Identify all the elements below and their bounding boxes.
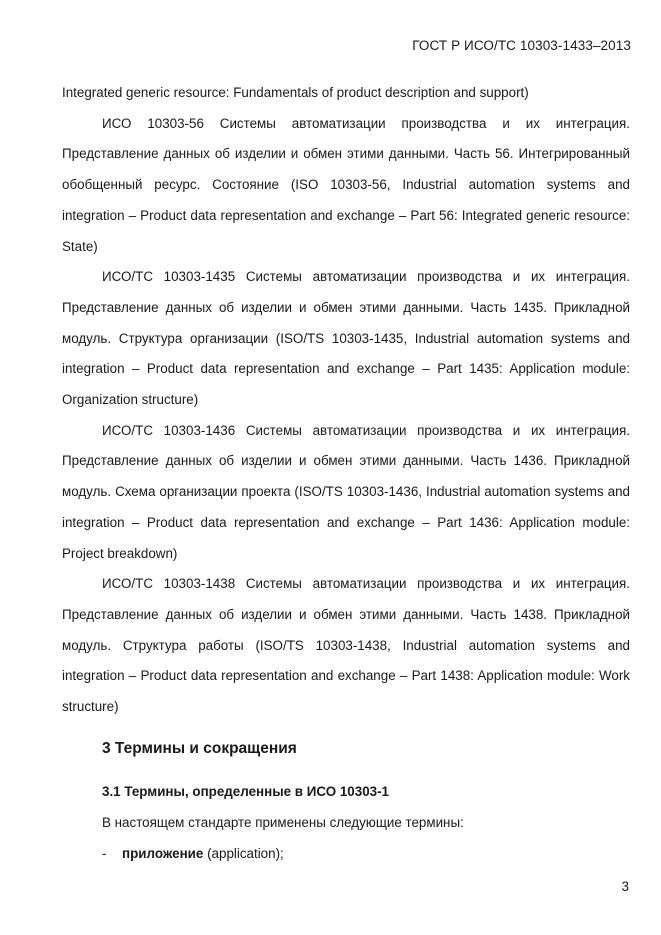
page-number: 3 bbox=[621, 879, 629, 894]
references-list bbox=[62, 78, 630, 723]
section-intro: В настоящем стандарте применены следующие термины: bbox=[102, 815, 464, 830]
document-code: ГОСТ Р ИСО/ТС 10303-1433–2013 bbox=[412, 38, 631, 53]
list-bullet: - bbox=[102, 846, 107, 861]
reference-paragraph: Integrated generic resource: Fundamentals of product description and support) bbox=[62, 85, 529, 100]
subsection-title: 3.1 Термины, определенные в ИСО 10303-1 bbox=[102, 784, 389, 799]
reference-paragraph: ИСО/ТС 10303-1438 Системы автоматизации производства и их интеграция. Представление данных об изделии и обмен этими данными. Часть 1438. Прикладной модуль. Структура работы (ISO/TS 10303-1438, Industrial automation systems and integration – Product data representation and exchange – Part 1438: Application module: Work structure) bbox=[62, 576, 630, 715]
reference-paragraph: ИСО 10303-56 Системы автоматизации производства и их интеграция. Представление данных об изделии и обмен этими данными. Часть 56. Интегрированный обобщенный ресурс. Состояние (ISO 10303-56, Industrial automation systems and integration – Product data representation and exchange – Part 56: Integrated generic resource: State) bbox=[62, 115, 630, 254]
term-name: приложение bbox=[122, 846, 204, 861]
reference-paragraph: ИСО/ТС 10303-1436 Системы автоматизации производства и их интеграция. Представление данных об изделии и обмен этими данными. Часть 1436. Прикладной модуль. Схема организации проекта (ISO/TS 10303-1436, Industrial automation systems and integration – Product data representation and exchange – Part 1436: Application module: Project breakdown) bbox=[62, 422, 630, 561]
term-translation: (application); bbox=[203, 846, 284, 861]
section-title: 3 Термины и сокращения bbox=[102, 740, 297, 757]
term-list-item bbox=[102, 846, 284, 861]
reference-paragraph: ИСО/ТС 10303-1435 Системы автоматизации производства и их интеграция. Представление данных об изделии и обмен этими данными. Часть 1435. Прикладной модуль. Структура организации (ISO/TS 10303-1435, Industrial automation systems and integration – Product data representation and exchange – Part 1435: Application module: Organization structure) bbox=[62, 269, 630, 408]
